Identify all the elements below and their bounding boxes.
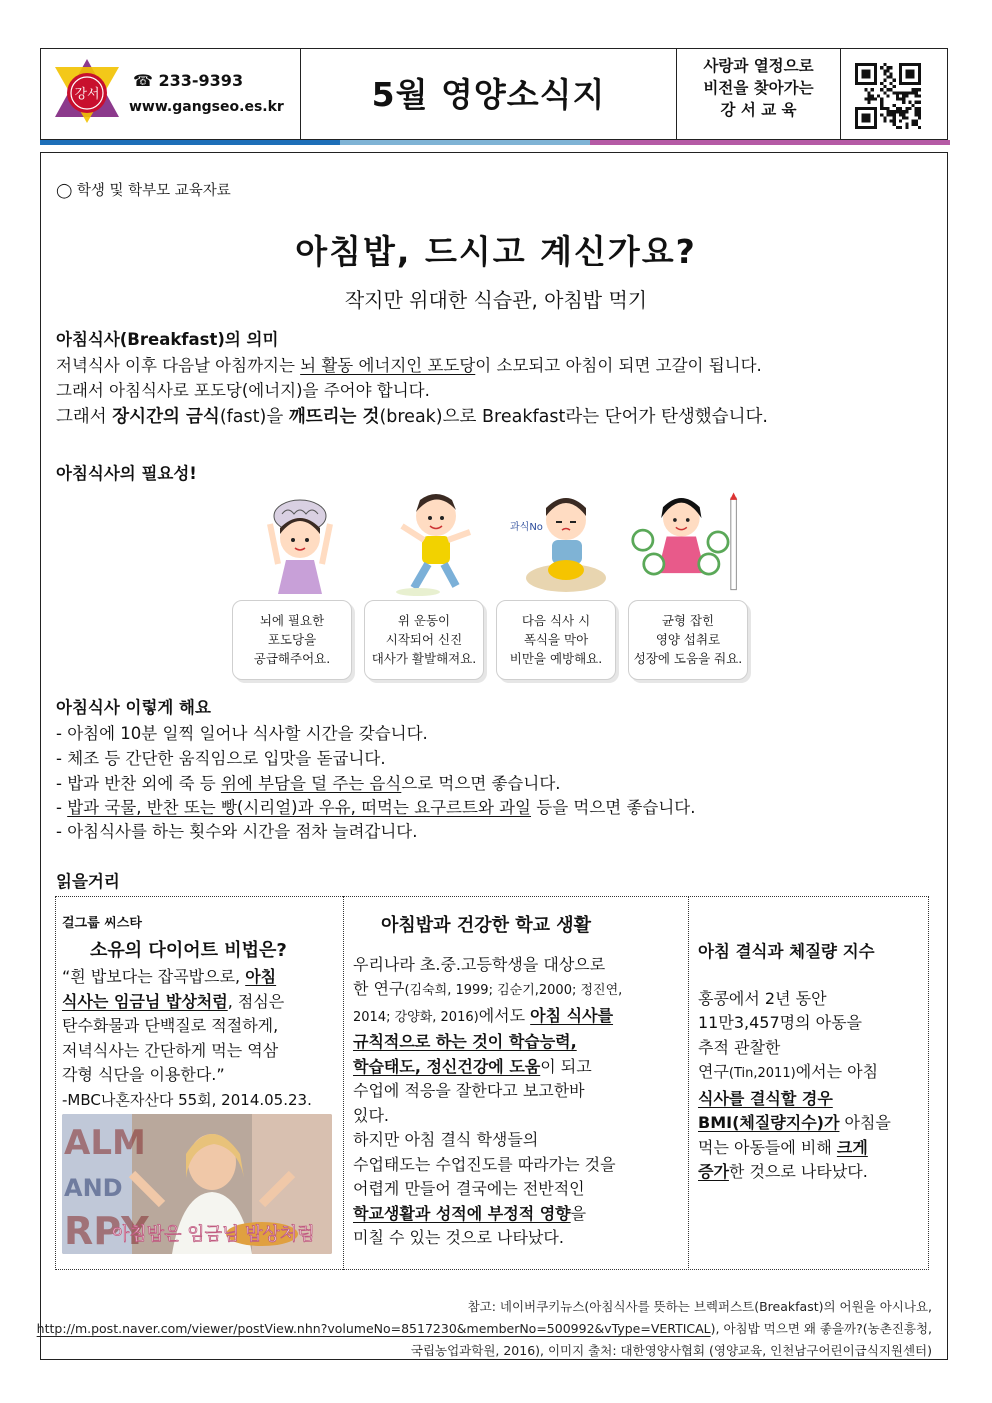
school-emblem-icon <box>53 57 121 125</box>
motto-line: 강 서 교 육 <box>720 101 797 119</box>
column-divider <box>688 896 689 1270</box>
references <box>0 1296 932 1362</box>
svg-text:ALM: ALM <box>64 1123 146 1163</box>
boy-plate-illustration <box>508 486 618 598</box>
motto-line: 비전을 찾아가는 <box>703 79 814 97</box>
meaning-heading: 아침식사(Breakfast)의 의미 <box>56 330 279 349</box>
header-stripe-purple <box>590 140 950 145</box>
reading-column-bmi: 아침 결식과 체질량 지수 홍콩에서 2년 동안 11만3,457명의 아동을 추적 관찰한 연구(Tin,2011)에서는 아침 식사를 결식할 경우 BMI(체질량지수)가 아침을 먹는 아동들에 비해 크게 증가한 것으로 나타났다. <box>698 940 926 1185</box>
reading-column-school: 아침밥과 건강한 학교 생활 우리나라 초.중.고등학생을 대상으로 한 연구(김숙희, 1999; 김순기,2000; 정진연, 2014; 강양화, 2016)에서도 아침 식사를 규칙적으로 하는 것이 학습능력, 학습태도, 정신건강에 도움이 되고 수업에 적응을 잘한다고 보고한바 있다. 하지만 아침 결식 학생들의 수업태도는 수업진도를 따라가는 것을 어렵게 만들어 결국에는 전반적인 학교생활과 성적에 부정적 영향을 미칠 수 있는 것으로 나타났다. <box>353 914 683 1251</box>
subheadline: 작지만 위대한 식습관, 아침밥 먹기 <box>344 288 648 312</box>
column-title: 소유의 다이어트 비법은? <box>90 939 287 961</box>
motto-cell <box>677 49 841 139</box>
source-citation: -MBC나혼자산다 55회, 2014.05.23. <box>62 1090 312 1109</box>
sistar-photo <box>62 1114 332 1254</box>
header-stripe-blue <box>40 140 340 145</box>
reading-heading: 읽을거리 <box>56 872 120 891</box>
girl-growth-illustration <box>630 486 740 598</box>
meaning-line-1: 저녁식사 이후 다음날 아침까지는 뇌 활동 에너지인 포도당이 소모되고 아침이 되면 고갈이 됩니다. <box>56 356 762 375</box>
howto-item: - 체조 등 간단한 움직임으로 입맛을 돋굽니다. <box>56 749 386 768</box>
column-divider <box>343 896 344 1270</box>
qr-finder <box>861 69 870 78</box>
benefit-card-3: 다음 식사 시 폭식을 막아 비만을 예방해요. <box>496 600 616 680</box>
glucose-highlight: 뇌 활동 에너지인 포도당 <box>300 356 476 375</box>
qr-finder <box>905 69 914 78</box>
school-info <box>41 49 301 139</box>
motto <box>677 55 840 121</box>
newsletter-header <box>40 48 948 140</box>
photo-caption: 아침밥은 임금님 밥상처럼 <box>112 1224 315 1245</box>
meaning-line-3: 그래서 장시간의 금식(fast)을 깨뜨리는 것(break)으로 Breakfast라는 단어가 탄생했습니다. <box>56 407 768 427</box>
howto-item: - 아침에 10분 일찍 일어나 식사할 시간을 갖습니다. <box>56 724 428 743</box>
column-title: 아침밥과 건강한 학교 생활 <box>381 915 592 936</box>
website-link[interactable]: www.gangseo.es.kr <box>129 99 284 115</box>
overeating-label: 과식No <box>510 522 543 533</box>
girl-brain-illustration <box>248 486 358 598</box>
title-cell <box>301 49 677 139</box>
qr-code-icon[interactable] <box>849 63 927 129</box>
benefit-card-4: 균형 잡힌 영양 섭취로 성장에 도움을 줘요. <box>628 600 748 680</box>
reference-line: http://m.post.naver.com/viewer/postView.nhn?volumeNo=8517230&memberNo=500992&vType=VERTICAL), 아침밥 먹으면 왜 좋을까?(농촌진흥청, <box>36 1321 932 1336</box>
reference-line: 참고: 네이버쿠키뉴스(아침식사를 뜻하는 브렉퍼스트(Breakfast)의 어원을 아시나요, <box>467 1299 932 1314</box>
meaning-line-2: 그래서 아침식사로 포도당(에너지)을 주어야 합니다. <box>56 381 430 400</box>
need-heading: 아침식사의 필요성! <box>56 464 197 483</box>
reference-link[interactable]: http://m.post.naver.com/viewer/postView.nhn?volumeNo=8517230&memberNo=500992&vType=VERTICAL <box>36 1321 711 1336</box>
benefit-card-2: 위 운동이 시작되어 신진 대사가 활발해져요. <box>364 600 484 680</box>
newsletter-title: 5월 영양소식지 <box>371 75 606 114</box>
emblem-text: 강서 <box>74 87 100 102</box>
column-kicker: 걸그룹 씨스타 <box>62 916 142 931</box>
tv-still-image <box>62 1114 332 1254</box>
qr-cell <box>841 49 947 139</box>
headline: 아침밥, 드시고 계신가요? <box>295 232 697 271</box>
reading-column-sistar: 걸그룹 씨스타 소유의 다이어트 비법은? “흰 밥보다는 잡곡밥으로, 아침 식사는 임금님 밥상처럼, 점심은 탄수화물과 단백질로 적절하게, 저녁식사는 간단하게 먹는 역삼 각형 식단을 이용한다.” -MBC나혼자산다 55회, 2014.05.23. <box>62 912 338 1112</box>
phone-number: ☎ 233-9393 <box>133 71 244 90</box>
howto-item: - 밥과 반찬 외에 죽 등 위에 부담을 덜 주는 음식으로 먹으면 좋습니다. <box>56 774 561 793</box>
motto-line: 사랑과 열정으로 <box>703 57 814 75</box>
howto-heading: 아침식사 이렇게 해요 <box>56 698 211 717</box>
section-note: ◯ 학생 및 학부모 교육자료 <box>56 183 231 199</box>
svg-text:AND: AND <box>64 1174 123 1202</box>
howto-item: - 밥과 국물, 반찬 또는 빵(시리얼)과 우유, 떠먹는 요구르트와 과일 등을 먹으면 좋습니다. <box>56 798 696 817</box>
reference-line: 국립농업과학원, 2016), 이미지 출처: 대한영양사협회 (영양교육, 인천남구어린이급식지원센터) <box>410 1343 932 1358</box>
column-title: 아침 결식과 체질량 지수 <box>698 942 875 961</box>
header-stripe-light <box>340 140 590 145</box>
svg-text:RPY: RPY <box>64 1209 149 1253</box>
benefit-card-1: 뇌에 필요한 포도당을 공급해주어요. <box>232 600 352 680</box>
boy-running-illustration <box>378 486 488 598</box>
qr-finder <box>861 113 870 122</box>
howto-item: - 아침식사를 하는 횟수와 시간을 점차 늘려갑니다. <box>56 822 418 841</box>
